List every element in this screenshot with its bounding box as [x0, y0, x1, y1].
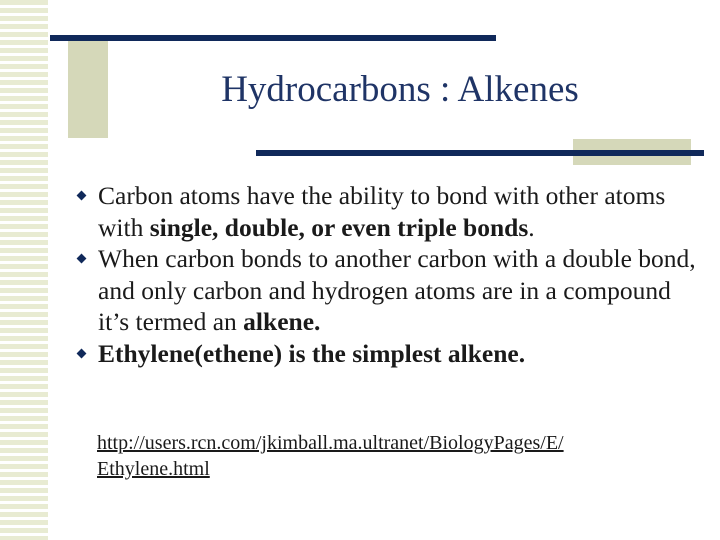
bullet-emphasis: single, double, or even triple bonds: [149, 212, 529, 242]
reference-link[interactable]: [97, 430, 697, 482]
reference-link-line-2[interactable]: Ethylene.html: [97, 458, 210, 480]
bullet-list: [76, 180, 702, 369]
bullet-item-bond-types: [76, 180, 702, 243]
bullet-item-ethylene: [76, 338, 702, 370]
bullet-text: When carbon bonds to another carbon with a double bond, and only carbon and hydrogen atoms are in a compound it’s termed an: [98, 244, 696, 336]
slide-title: Hydrocarbons : Alkenes: [221, 69, 579, 110]
decorative-rule-top: [50, 35, 496, 41]
decorative-block-top: [68, 40, 108, 138]
diamond-bullet-icon: [77, 348, 87, 358]
striped-margin: [0, 0, 50, 540]
reference-link-line-1[interactable]: http://users.rcn.com/jkimball.ma.ultranet/BiologyPages/E/: [97, 432, 564, 454]
bullet-text: .: [528, 212, 535, 242]
diamond-bullet-icon: [77, 191, 87, 201]
diamond-bullet-icon: [77, 254, 87, 264]
bullet-emphasis: alkene.: [243, 307, 321, 336]
bullet-emphasis: Ethylene(ethene) is the simplest alkene.: [98, 338, 526, 368]
decorative-rule-bottom: [256, 150, 704, 156]
bullet-text: Carbon atoms have the ability to bond with other atoms with: [98, 181, 666, 242]
bullet-item-alkene-definition: [76, 243, 702, 338]
